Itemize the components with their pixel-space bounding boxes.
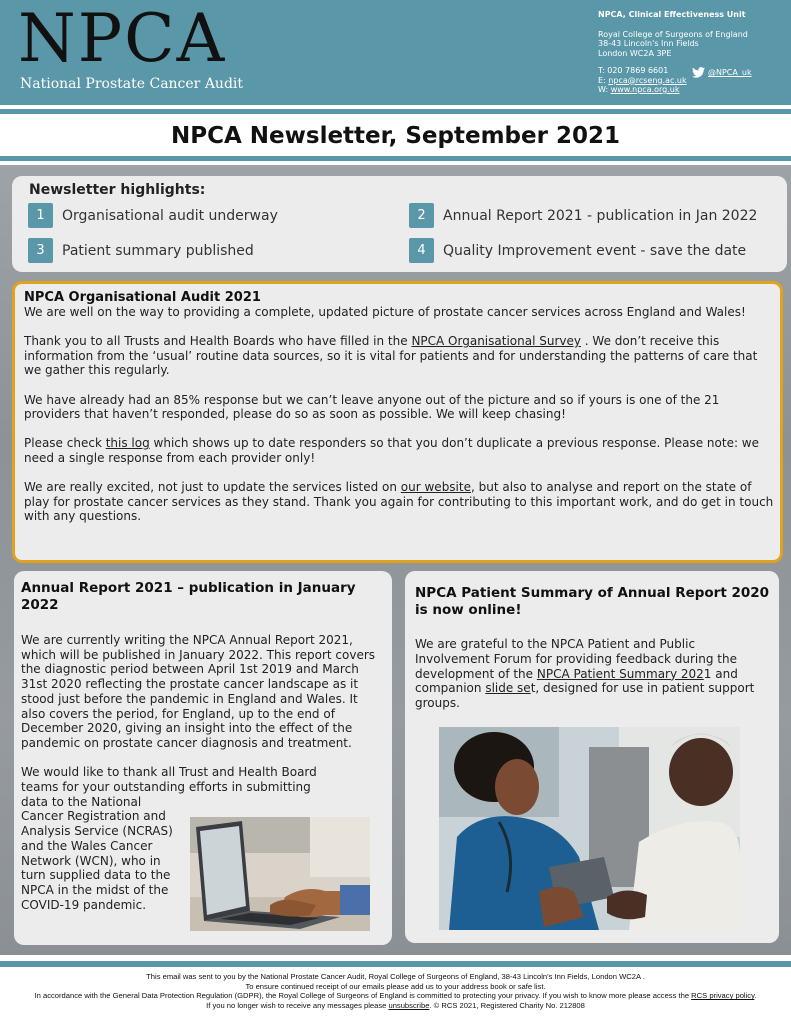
- address-line: 38-43 Lincoln's Inn Fields: [598, 39, 699, 48]
- footer-line: To ensure continued receipt of our emails please add us to your address book or safe list.: [245, 981, 546, 991]
- twitter-icon: [692, 67, 705, 78]
- number-badge: 1: [28, 203, 53, 228]
- org-survey-link[interactable]: NPCA Organisational Survey: [411, 334, 581, 349]
- unit-name: NPCA, Clinical Effectiveness Unit: [598, 10, 746, 19]
- highlight-item[interactable]: 4 Quality Improvement event - save the date: [409, 238, 746, 263]
- paragraph: We have already had an 85% response but we can’t leave anyone out of the picture and so if yours is one of the 21 providers that haven’t responded, please do so as soon as possible. We will keep chasing!: [24, 392, 720, 422]
- header-banner: [0, 0, 791, 105]
- log-link[interactable]: this log: [105, 436, 150, 451]
- highlights-title: Newsletter highlights:: [29, 182, 206, 198]
- email-line: E: npca@rcseng.ac.uk: [598, 75, 687, 85]
- highlight-item[interactable]: 3 Patient summary published: [28, 238, 254, 263]
- number-badge: 2: [409, 203, 434, 228]
- paragraph: We are really excited, not just to update the services listed on our website, but also to analyse and report on the state of play for prostate cancer services as they stand. Thank you again for contributing to this important work, and do get in touch with any questions.: [24, 480, 774, 524]
- highlights-panel: [12, 176, 787, 272]
- paragraph: data to the National Cancer Registration and Analysis Service (NCRAS) and the Wales Cancer Network (WCN), who in turn supplied data to the NPCA in the midst of the COVID-19 pandemic.: [21, 794, 173, 912]
- org-audit-title: NPCA Organisational Audit 2021: [24, 290, 261, 305]
- highlight-item[interactable]: 1 Organisational audit underway: [28, 203, 278, 228]
- patient-summary-link[interactable]: NPCA Patient Summary 202: [536, 666, 704, 681]
- title-divider: [0, 156, 791, 161]
- annual-report-title: Annual Report 2021 – publication in January 2022: [21, 580, 356, 613]
- logo-subtitle: National Prostate Cancer Audit: [20, 76, 244, 92]
- paragraph: We would like to thank all Trust and Health Board teams for your outstanding efforts in submitting: [21, 765, 317, 795]
- footer-line: In accordance with the General Data Protection Regulation (GDPR), the Royal College of Surgeons of England is committed to protecting your privacy. If you wish to know more please access the RCS privacy policy.: [34, 991, 757, 1001]
- number-badge: 4: [409, 238, 434, 263]
- privacy-policy-link[interactable]: RCS privacy policy: [691, 991, 755, 1001]
- address-line: London WC2A 3PE: [598, 48, 672, 58]
- paragraph: Please check this log which shows up to date responders so that you don’t duplicate a previous response. Please note: we need a single response from each provider only!: [24, 436, 760, 465]
- paragraph: We are currently writing the NPCA Annual Report 2021, which will be published in January 2022. This report covers the diagnostic period between April 1st 2019 and March 31st 2020 reflecting the prostate cancer landscape as it stood just before the pandemic in England and Wales. It also covers the period, for England, up to the end of December 2020, giving an insight into the effect of the pandemic on prostate cancer diagnosis and treatment.: [21, 633, 376, 750]
- web-line: W: www.npca.org.uk: [598, 85, 680, 94]
- slide-set-link[interactable]: slide se: [485, 681, 531, 696]
- nurse-patient-photo: [439, 727, 740, 930]
- address-line: Royal College of Surgeons of England: [598, 29, 748, 39]
- footer-line: This email was sent to you by the National Prostate Cancer Audit, Royal College of Surgeons of England, 38-43 Lincoln's Inn Fields, London WC2A .: [146, 972, 645, 981]
- phone: T: 020 7869 6601: [598, 66, 669, 75]
- footer: [0, 972, 791, 1010]
- highlight-item[interactable]: 2 Annual Report 2021 - publication in Jan 2022: [409, 203, 757, 228]
- org-audit-panel: [12, 281, 783, 563]
- twitter-link[interactable]: @NPCA_uk: [692, 67, 752, 78]
- email-link[interactable]: npca@rcseng.ac.uk: [608, 75, 687, 85]
- number-badge: 3: [28, 238, 53, 263]
- website-link[interactable]: www.npca.org.uk: [610, 85, 680, 94]
- footer-divider: [0, 961, 791, 967]
- paragraph: We are well on the way to providing a complete, updated picture of prostate cancer services across England and Wales!: [24, 305, 746, 319]
- contact-block: [598, 10, 748, 95]
- page-title: NPCA Newsletter, September 2021: [171, 123, 620, 149]
- footer-line: If you no longer wish to receive any messages please unsubscribe. © RCS 2021, Registered Charity No. 212808: [206, 1000, 585, 1010]
- paragraph: We are grateful to the NPCA Patient and Public Involvement Forum for providing feedback during the development of the NPCA Patient Summary 2021 and companion slide set, designed for use in patient support groups.: [415, 637, 755, 711]
- paragraph: Thank you to all Trusts and Health Boards who have filled in the NPCA Organisational Survey . We don’t receive this information from the ‘usual’ routine data sources, so it is vital for patients and for understanding the patterns of care that we gather this regularly.: [24, 334, 758, 378]
- website-link[interactable]: our website: [400, 480, 471, 495]
- laptop-typing-image: [190, 817, 370, 931]
- npca-logo: NPCA: [18, 0, 227, 77]
- patient-summary-title: NPCA Patient Summary of Annual Report 2020 is now online!: [415, 585, 770, 618]
- unsubscribe-link[interactable]: unsubscribe: [388, 1000, 430, 1010]
